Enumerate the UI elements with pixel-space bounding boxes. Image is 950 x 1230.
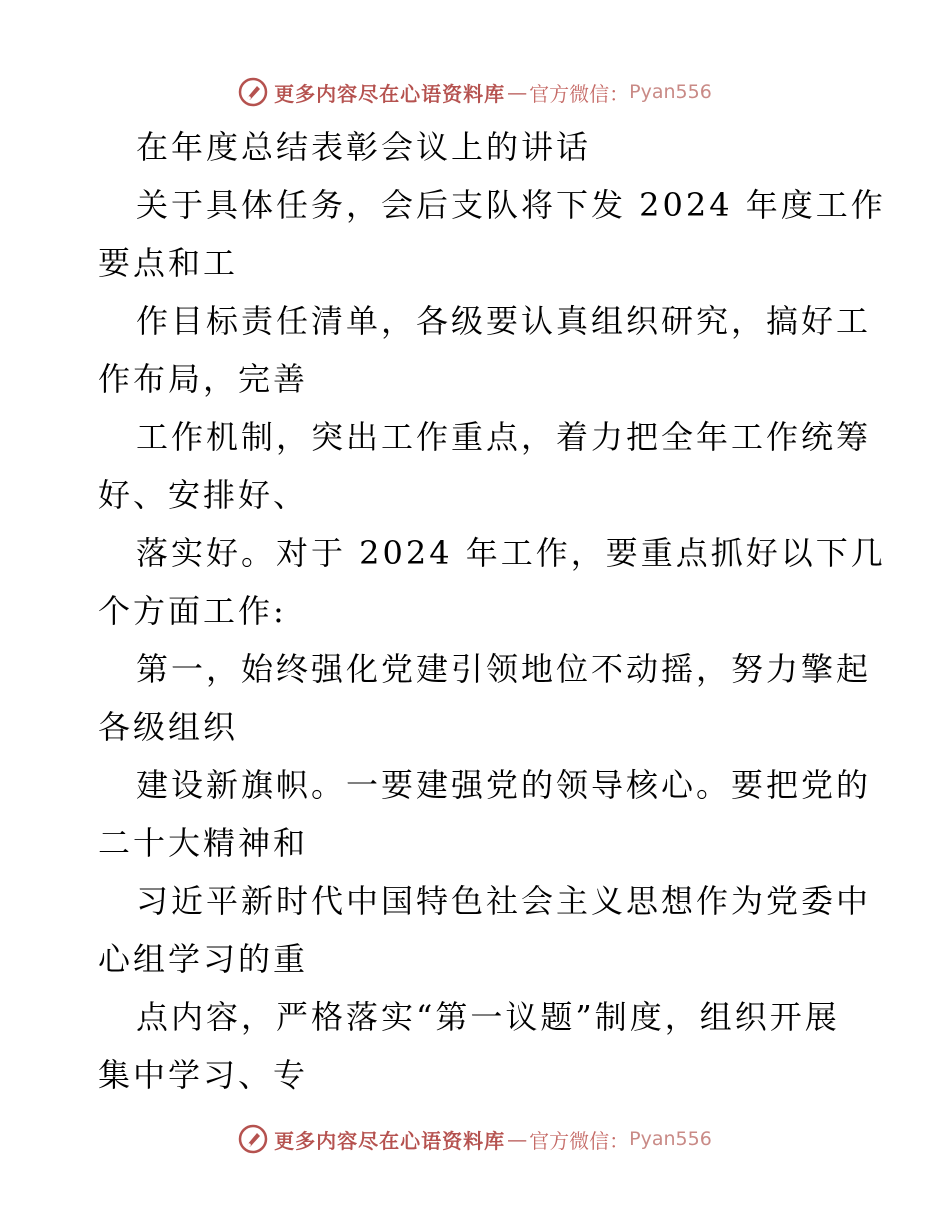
banner-dash: — xyxy=(507,80,528,104)
banner-wechat-id: Pyan556 xyxy=(629,81,712,103)
pen-nib-icon xyxy=(238,77,268,107)
banner-wechat-id: Pyan556 xyxy=(629,1128,712,1150)
paragraph-line: 二十大精神和 xyxy=(98,824,309,862)
paragraph-line: 点内容，严格落实“第一议题”制度，组织开展 xyxy=(136,998,840,1036)
document-body xyxy=(98,118,886,1104)
banner-brand: 更多内容尽在心语资料库 xyxy=(274,1128,506,1153)
document-lines xyxy=(98,176,886,1104)
paragraph-line: 好、安排好、 xyxy=(98,476,309,514)
document-title: 在年度总结表彰会议上的讲话 xyxy=(136,128,592,166)
paragraph-line: 作布局，完善 xyxy=(98,360,309,398)
paragraph-line: 集中学习、专 xyxy=(98,1056,309,1094)
paragraph-line: 各级组织 xyxy=(98,708,239,746)
pen-nib-icon xyxy=(238,1124,268,1154)
paragraph-line: 要点和工 xyxy=(98,244,239,282)
footer-banner xyxy=(0,1117,950,1161)
banner-brand: 更多内容尽在心语资料库 xyxy=(274,81,506,106)
paragraph-line: 关于具体任务，会后支队将下发 2024 年度工作 xyxy=(136,186,886,224)
paragraph-line: 工作机制，突出工作重点，着力把全年工作统筹 xyxy=(136,418,872,456)
paragraph-line: 第一，始终强化党建引领地位不动摇，努力擎起 xyxy=(136,650,872,688)
paragraph-line: 作目标责任清单，各级要认真组织研究，搞好工 xyxy=(136,302,872,340)
banner-dash: — xyxy=(507,1127,528,1151)
header-banner xyxy=(0,70,950,114)
paragraph-line: 落实好。对于 2024 年工作，要重点抓好以下几 xyxy=(136,534,886,572)
banner-wechat-label: 官方微信： xyxy=(529,1128,630,1153)
paragraph-line: 个方面工作: xyxy=(98,592,287,630)
banner-wechat-label: 官方微信： xyxy=(529,81,630,106)
paragraph-line: 建设新旗帜。一要建强党的领导核心。要把党的 xyxy=(136,766,872,804)
paragraph-line: 习近平新时代中国特色社会主义思想作为党委中 xyxy=(136,882,872,920)
paragraph-line: 心组学习的重 xyxy=(98,940,309,978)
